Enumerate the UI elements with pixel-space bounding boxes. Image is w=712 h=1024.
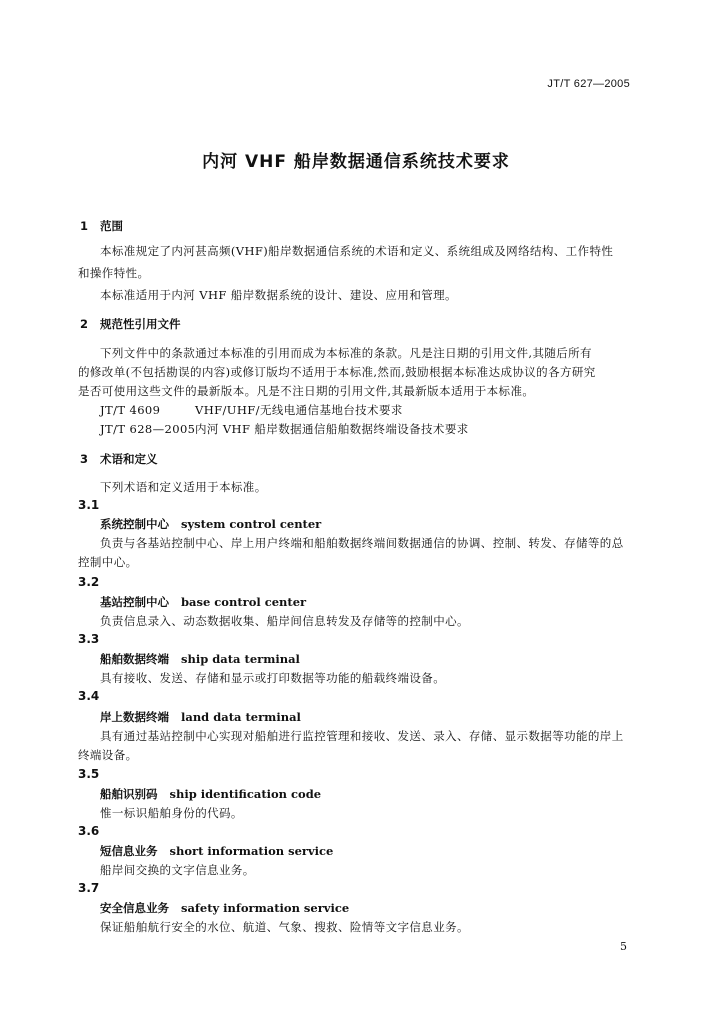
term-definition: 负责信息录入、动态数据收集、船岸间信息转发及存储等的控制中心。 — [100, 614, 469, 628]
term-english: ship data terminal — [181, 652, 300, 666]
term-english: short information service — [169, 844, 334, 858]
term-definition: 保证船舶航行安全的水位、航道、气象、搜救、险情等文字信息业务。 — [100, 920, 469, 934]
standard-code: JT/T 627—2005 — [547, 78, 630, 90]
term-chinese: 系统控制中心 — [100, 517, 169, 531]
term-entry — [100, 651, 300, 667]
section-title: 术语和定义 — [100, 452, 158, 466]
paragraph-line: 下列文件中的条款通过本标准的引用而成为本标准的条款。凡是注日期的引用文件,其随后所有 — [100, 346, 592, 360]
term-entry — [100, 786, 321, 802]
term-definition: 终端设备。 — [78, 748, 138, 762]
paragraph-line: 的修改单(不包括勘误的内容)或修订版均不适用于本标准,然而,鼓励根据本标准达成协议的各方研究 — [78, 365, 596, 379]
clause-number: 3.7 — [78, 881, 100, 895]
clause-number: 3.6 — [78, 824, 100, 838]
term-definition: 具有接收、发送、存储和显示或打印数据等功能的船载终端设备。 — [100, 671, 446, 685]
page-number: 5 — [620, 940, 627, 953]
term-chinese: 短信息业务 — [100, 844, 158, 858]
term-entry — [100, 594, 306, 610]
term-entry — [100, 843, 333, 859]
term-definition: 负责与各基站控制中心、岸上用户终端和船舶数据终端间数据通信的协调、控制、转发、存储等的总 — [100, 536, 624, 550]
clause-number: 3.1 — [78, 498, 100, 512]
term-english: system control center — [181, 517, 322, 531]
section-number: 3 — [80, 452, 89, 466]
term-chinese: 船舶数据终端 — [100, 652, 169, 666]
term-entry — [100, 709, 301, 725]
reference-code: JT/T 4609 — [100, 403, 161, 417]
section-3-heading — [80, 451, 158, 467]
clause-number: 3.5 — [78, 767, 100, 781]
section-2-heading — [80, 316, 181, 332]
term-english: base control center — [181, 595, 307, 609]
clause-number: 3.4 — [78, 689, 100, 703]
term-english: ship identification code — [169, 787, 322, 801]
term-english: land data terminal — [181, 710, 301, 724]
paragraph-line: 和操作特性。 — [78, 266, 150, 280]
paragraph-line: 下列术语和定义适用于本标准。 — [100, 480, 267, 494]
paragraph-line: 是否可使用这些文件的最新版本。凡是不注日期的引用文件,其最新版本适用于本标准。 — [78, 384, 535, 398]
term-chinese: 基站控制中心 — [100, 595, 169, 609]
term-definition: 具有通过基站控制中心实现对船舶进行监控管理和接收、发送、录入、存储、显示数据等功能的岸上 — [100, 729, 624, 743]
normative-reference — [100, 402, 403, 418]
paragraph-line: 本标准适用于内河 VHF 船岸数据系统的设计、建设、应用和管理。 — [100, 288, 457, 302]
term-chinese: 安全信息业务 — [100, 901, 169, 915]
term-definition: 惟一标识船舶身份的代码。 — [100, 806, 243, 820]
term-chinese: 岸上数据终端 — [100, 710, 169, 724]
reference-code: JT/T 628—2005 — [100, 422, 196, 436]
normative-reference — [100, 421, 469, 437]
section-number: 2 — [80, 317, 89, 331]
term-definition: 控制中心。 — [78, 555, 138, 569]
reference-title: 内河 VHF 船岸数据通信船舶数据终端设备技术要求 — [195, 422, 469, 436]
section-number: 1 — [80, 219, 89, 233]
term-definition: 船岸间交换的文字信息业务。 — [100, 863, 255, 877]
document-title: 内河 VHF 船岸数据通信系统技术要求 — [202, 152, 510, 172]
term-chinese: 船舶识别码 — [100, 787, 158, 801]
section-1-heading — [80, 218, 123, 234]
reference-title: VHF/UHF/无线电通信基地台技术要求 — [195, 403, 403, 417]
paragraph-line: 本标准规定了内河甚高频(VHF)船岸数据通信系统的术语和定义、系统组成及网络结构、工作特性 — [100, 244, 614, 258]
term-english: safety information service — [181, 901, 350, 915]
clause-number: 3.2 — [78, 575, 100, 589]
term-entry — [100, 516, 321, 532]
term-entry — [100, 900, 349, 916]
section-title: 范围 — [100, 219, 123, 233]
clause-number: 3.3 — [78, 632, 100, 646]
section-title: 规范性引用文件 — [100, 317, 181, 331]
